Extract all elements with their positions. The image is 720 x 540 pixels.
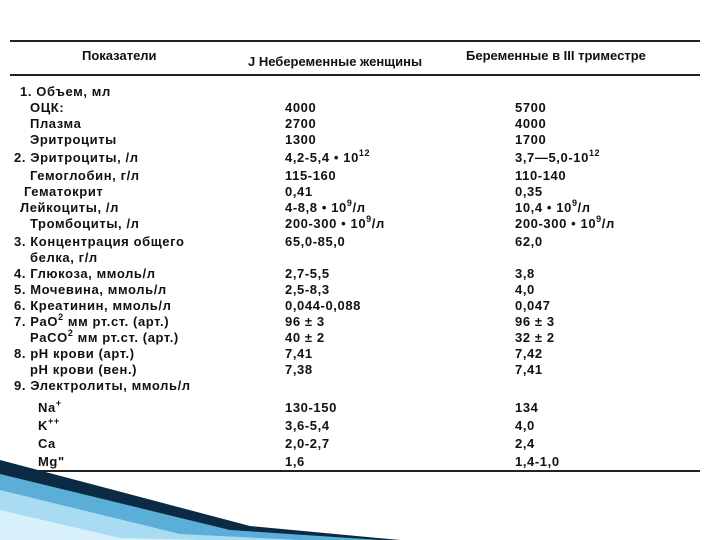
row-pregnant-value xyxy=(515,168,566,184)
row-nonpregnant-value xyxy=(285,200,366,217)
row-pregnant-value xyxy=(515,100,546,116)
row-nonpregnant-value xyxy=(285,116,316,132)
table-row xyxy=(10,100,700,116)
row-pregnant-value-text: 200-300 • 10 xyxy=(515,216,597,231)
row-label-text: Гематокрит xyxy=(24,184,104,199)
row-pregnant-value xyxy=(515,330,555,346)
row-nonpregnant-value xyxy=(285,266,330,282)
row-nonpregnant-value xyxy=(285,100,316,116)
row-pregnant-value-tail: /л xyxy=(601,216,615,231)
row-nonpregnant-value xyxy=(285,150,370,167)
row-pregnant-value-text: 5700 xyxy=(515,100,547,115)
row-pregnant-value xyxy=(515,362,543,378)
row-pregnant-value-text: 2,4 xyxy=(515,436,535,451)
row-label xyxy=(14,378,191,394)
table-row xyxy=(10,116,700,132)
row-nonpregnant-value-text: 0,41 xyxy=(285,184,313,199)
row-nonpregnant-value-tail: /л xyxy=(352,200,366,215)
row-pregnant-value-text: 62,0 xyxy=(515,234,543,249)
row-label-text: Mg" xyxy=(38,454,65,469)
header-nonpregnant: J Небеременные женщины xyxy=(248,54,423,69)
row-pregnant-value-text: 3,7—5,0-10 xyxy=(515,150,589,165)
row-nonpregnant-value xyxy=(285,362,313,378)
row-nonpregnant-value-superscript: 9 xyxy=(366,214,372,224)
row-label-text: 6. Креатинин, ммоль/л xyxy=(14,298,172,313)
table-row xyxy=(10,418,700,434)
row-pregnant-value xyxy=(515,436,535,452)
table-row xyxy=(10,362,700,378)
row-label-superscript: + xyxy=(55,398,62,408)
row-label-superscript: 2 xyxy=(67,328,74,338)
row-pregnant-value xyxy=(515,298,551,314)
row-nonpregnant-value xyxy=(285,330,325,346)
row-pregnant-value-text: 96 ± 3 xyxy=(515,314,555,329)
row-nonpregnant-value-text: 0,044-0,088 xyxy=(285,298,361,313)
row-nonpregnant-value xyxy=(285,132,316,148)
table-row xyxy=(10,132,700,148)
row-nonpregnant-value-text: 7,41 xyxy=(285,346,313,361)
row-pregnant-value-text: 32 ± 2 xyxy=(515,330,555,345)
table-row xyxy=(10,314,700,330)
row-pregnant-value xyxy=(515,216,615,233)
row-label xyxy=(30,132,117,148)
row-nonpregnant-value-text: 96 ± 3 xyxy=(285,314,325,329)
row-label xyxy=(30,168,140,184)
row-label-text: Тромбоциты, /л xyxy=(30,216,140,231)
row-pregnant-value xyxy=(515,200,591,217)
row-pregnant-value xyxy=(515,184,543,200)
row-nonpregnant-value-text: 200-300 • 10 xyxy=(285,216,367,231)
row-label xyxy=(38,400,62,417)
row-nonpregnant-value-superscript: 9 xyxy=(346,198,353,208)
row-nonpregnant-value-text: 2700 xyxy=(285,116,317,131)
lab-values-table xyxy=(10,40,700,472)
row-label xyxy=(30,100,64,116)
row-pregnant-value-superscript: 9 xyxy=(571,198,578,208)
row-label-text: K xyxy=(38,418,48,433)
row-pregnant-value-text: 4,0 xyxy=(515,418,535,433)
table-row xyxy=(10,330,700,346)
row-label xyxy=(20,84,111,100)
row-label-text: pH крови (вен.) xyxy=(30,362,138,377)
row-pregnant-value xyxy=(515,418,535,434)
table-row xyxy=(10,216,700,232)
row-pregnant-value xyxy=(515,282,535,298)
row-label xyxy=(38,436,56,452)
row-pregnant-value-text: 3,8 xyxy=(515,266,535,281)
row-nonpregnant-value xyxy=(285,400,337,416)
row-nonpregnant-value-text: 40 ± 2 xyxy=(285,330,325,345)
row-nonpregnant-value-text: 2,5-8,3 xyxy=(285,282,330,297)
table-top-rule xyxy=(10,40,700,42)
row-nonpregnant-value xyxy=(285,346,313,362)
row-label-text: Плазма xyxy=(30,116,82,131)
row-label-text: 3. Концентрация общего xyxy=(14,234,185,249)
row-label xyxy=(30,116,81,132)
row-pregnant-value xyxy=(515,132,546,148)
header-indicator: Показатели xyxy=(82,48,157,63)
row-label-text: Лейкоциты, /л xyxy=(20,200,119,215)
row-pregnant-value xyxy=(515,400,539,416)
row-label-text: 5. Мочевина, ммоль/л xyxy=(14,282,167,297)
row-nonpregnant-value-text: 4,2-5,4 • 10 xyxy=(285,150,359,165)
row-label-text: 8. pH крови (арт.) xyxy=(14,346,135,361)
row-label xyxy=(14,150,139,166)
row-label-superscript: 2 xyxy=(58,312,64,322)
table-row xyxy=(10,234,700,250)
row-pregnant-value-text: 10,4 • 10 xyxy=(515,200,572,215)
row-pregnant-value-text: 7,41 xyxy=(515,362,543,377)
row-nonpregnant-value-superscript: 12 xyxy=(358,148,371,158)
row-pregnant-value xyxy=(515,234,543,250)
row-nonpregnant-value-text: 2,7-5,5 xyxy=(285,266,330,281)
row-nonpregnant-value-text: 130-150 xyxy=(285,400,337,415)
row-pregnant-value-text: 110-140 xyxy=(515,168,567,183)
row-label xyxy=(38,418,60,435)
row-pregnant-value-text: 1,4-1,0 xyxy=(515,454,560,469)
row-label xyxy=(20,200,119,216)
row-label-text: Гемоглобин, г/л xyxy=(30,168,140,183)
row-nonpregnant-value-text: 1300 xyxy=(285,132,317,147)
row-pregnant-value xyxy=(515,314,555,330)
row-label-text: 4. Глюкоза, ммоль/л xyxy=(14,266,156,281)
table-row xyxy=(10,84,700,100)
header-pregnant: Беременные в III триместре xyxy=(466,48,646,63)
row-label xyxy=(14,346,135,362)
row-nonpregnant-value xyxy=(285,168,336,184)
row-nonpregnant-value xyxy=(285,314,325,330)
row-nonpregnant-value-text: 65,0-85,0 xyxy=(285,234,346,249)
row-pregnant-value-text: 0,047 xyxy=(515,298,551,313)
table-row xyxy=(10,184,700,200)
table-row xyxy=(10,168,700,184)
row-label xyxy=(14,282,167,298)
table-row xyxy=(10,378,700,394)
row-pregnant-value-text: 4,0 xyxy=(515,282,535,297)
row-pregnant-value-text: 4000 xyxy=(515,116,547,131)
row-nonpregnant-value xyxy=(285,234,345,250)
row-nonpregnant-value-text: 1,6 xyxy=(285,454,305,469)
table-row xyxy=(10,282,700,298)
row-pregnant-value-superscript: 12 xyxy=(588,148,601,158)
slide-corner-decoration xyxy=(0,460,400,540)
row-label xyxy=(14,314,169,331)
table-header-rule xyxy=(10,74,700,76)
row-pregnant-value xyxy=(515,346,543,362)
table-row xyxy=(10,400,700,416)
row-label xyxy=(30,330,179,347)
row-label xyxy=(30,250,98,266)
row-pregnant-value xyxy=(515,116,546,132)
row-label-text: 2. Эритроциты, /л xyxy=(14,150,139,165)
row-label-text: Ca xyxy=(38,436,56,451)
row-pregnant-value-text: 134 xyxy=(515,400,539,415)
table-row xyxy=(10,250,700,266)
row-nonpregnant-value xyxy=(285,184,313,200)
row-pregnant-value-text: 7,42 xyxy=(515,346,543,361)
row-label xyxy=(14,266,156,282)
table-row xyxy=(10,298,700,314)
row-nonpregnant-value-text: 3,6-5,4 xyxy=(285,418,330,433)
row-label xyxy=(24,184,103,200)
row-label xyxy=(14,234,185,250)
row-label-text: 9. Электролиты, ммоль/л xyxy=(14,378,191,393)
row-label-text: белка, г/л xyxy=(30,250,98,265)
row-label-tail: мм рт.ст. (арт.) xyxy=(73,330,179,345)
row-label-text: 1. Объем, мл xyxy=(20,84,111,99)
row-pregnant-value-tail: /л xyxy=(577,200,591,215)
row-label xyxy=(30,216,140,232)
row-pregnant-value xyxy=(515,150,600,167)
row-nonpregnant-value xyxy=(285,282,330,298)
row-pregnant-value-text: 1700 xyxy=(515,132,547,147)
row-nonpregnant-value-text: 4000 xyxy=(285,100,317,115)
row-nonpregnant-value-text: 115-160 xyxy=(285,168,337,183)
row-nonpregnant-value xyxy=(285,418,330,434)
row-pregnant-value-text: 0,35 xyxy=(515,184,543,199)
row-nonpregnant-value-text: 7,38 xyxy=(285,362,313,377)
row-pregnant-value xyxy=(515,266,535,282)
row-pregnant-value xyxy=(515,454,560,470)
table-row xyxy=(10,436,700,452)
row-nonpregnant-value xyxy=(285,436,330,452)
row-nonpregnant-value-tail: /л xyxy=(371,216,385,231)
row-label-text: ОЦК: xyxy=(30,100,65,115)
row-pregnant-value-superscript: 9 xyxy=(596,214,602,224)
row-label-superscript: ++ xyxy=(48,416,60,426)
row-label-tail: мм рт.ст. (арт.) xyxy=(63,314,170,329)
row-nonpregnant-value xyxy=(285,216,385,233)
row-label-text: Na xyxy=(38,400,56,415)
row-label-text: 7. PaO xyxy=(14,314,59,329)
row-label xyxy=(30,362,137,378)
table-row xyxy=(10,150,700,166)
row-label-text: Эритроциты xyxy=(30,132,117,147)
table-row xyxy=(10,346,700,362)
row-nonpregnant-value-text: 4-8,8 • 10 xyxy=(285,200,347,215)
table-row xyxy=(10,266,700,282)
row-label-text: PaCO xyxy=(30,330,68,345)
row-label xyxy=(14,298,171,314)
row-nonpregnant-value-text: 2,0-2,7 xyxy=(285,436,330,451)
row-nonpregnant-value xyxy=(285,298,361,314)
